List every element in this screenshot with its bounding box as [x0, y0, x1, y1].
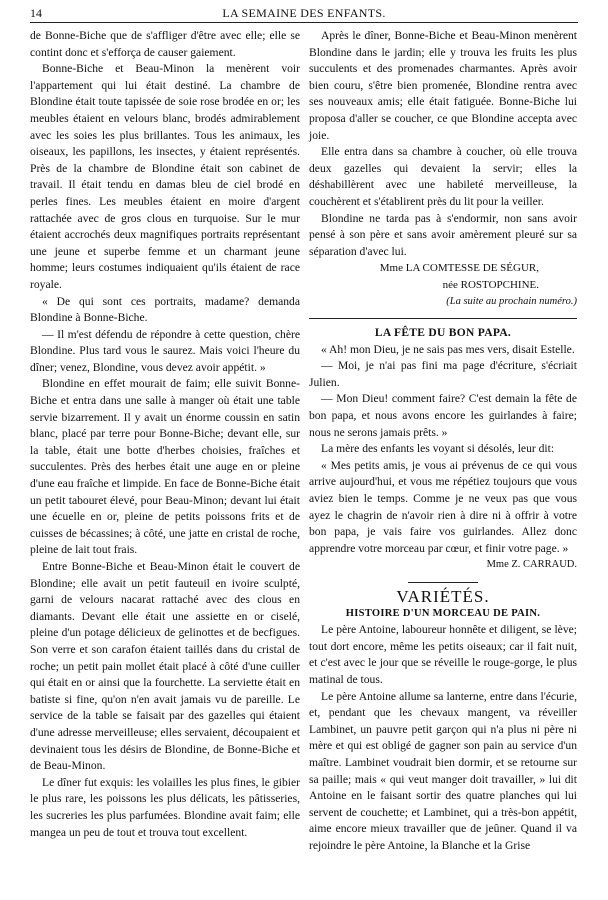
paragraph: Le dîner fut exquis: les volailles les plus fines, le gibier le plus rare, les poissons les plus délicats, les pâtisseries, les sucreries les plus parfumées. Blondine avait faim; elle mangea un peu de tout et trouva tout excellent.: [30, 775, 300, 839]
paragraph: Blondine ne tarda pas à s'endormir, non sans avoir pensé à son père et sans avoir amèrement pleuré sur sa séparation d'avec lui.: [309, 211, 577, 258]
paragraph: « De qui sont ces portraits, madame? demanda Blondine à Bonne-Biche.: [30, 294, 300, 325]
left-column: [30, 28, 300, 841]
paragraph: — Il m'est défendu de répondre à cette question, chère Blondine. Plus tard vous le saurez. Mais voici l'heure du dîner; venez, Blondine, vous devez avoir appétit. »: [30, 327, 300, 374]
paragraph: Après le dîner, Bonne-Biche et Beau-Minon menèrent Blondine dans le jardin; elle y trouva les fruits les plus succulents et des promenades charmantes. Après avoir bien couru, s'être bien promenée, Blondine rentra avec ses nouveaux amis; elle était fatiguée. Bonne-Biche lui proposa d'aller se coucher, ce que Blondine accepta avec joie.: [309, 29, 577, 142]
varietes-title: VARIÉTÉS.: [396, 587, 490, 606]
paragraph: de Bonne-Biche que de s'affliger d'être avec elle; elle se contint donc et s'efforça de causer gaiement.: [30, 29, 300, 59]
story-title: HISTOIRE D'UN MORCEAU DE PAIN.: [345, 607, 541, 619]
paragraph: — Moi, je n'ai pas fini ma page d'écriture, s'écriait Julien.: [309, 359, 577, 389]
right-column: [309, 28, 577, 855]
signature-maiden-name: née ROSTOPCHINE.: [442, 278, 539, 291]
continuation-note: (La suite au prochain numéro.): [446, 295, 577, 307]
short-divider: [408, 582, 478, 583]
paragraph: — Mon Dieu! comment faire? C'est demain la fête de bon papa, et nous avons encore les guirlandes à faire; nous ne serons jamais prêts. »: [309, 392, 577, 439]
signature-author: Mme LA COMTESSE DE SÉGUR,: [379, 262, 539, 275]
section-title: LA FÊTE DU BON PAPA.: [374, 327, 512, 340]
header-rule: [30, 22, 578, 23]
section-divider: [309, 318, 577, 319]
page-header: [30, 4, 578, 24]
paragraph: Elle entra dans sa chambre à coucher, où elle trouva deux gazelles qui devaient la servir; elles la déshabillèrent avec une habileté merveilleuse, la couchèrent et s'établirent près du lit pour la veiller.: [309, 145, 577, 208]
page-number: 14: [30, 6, 42, 20]
paragraph: Le père Antoine, laboureur honnête et diligent, se lève; tout dort encore, même les petits oiseaux; car il fait nuit, et c'est avec le jour que se réveille le rouge-gorge, le plus matinal de tous.: [309, 623, 577, 686]
paragraph: « Ah! mon Dieu, je ne sais pas mes vers, disait Estelle.: [321, 342, 575, 356]
paragraph: Le père Antoine allume sa lanterne, entre dans l'écurie, et, pendant que les chevaux mangent, va réveiller Lambinet, un pauvre petit garçon qui n'a plus ni père ni mère et qui est obligé de gagner son pain au service d'un maître. Lambinet voudrait bien dormir, et se retourne sur sa paille; mais « qui veut manger doit travailler, » lui dit Antoine en le faisant sortir des quatre planches qui lui servent de couchette; et Lambinet, qui a très-bon appétit, aime encore mieux travailler que de jeûner. Quand il va rejoindre le père Antoine, la Blanche et la Grise: [309, 689, 577, 852]
paragraph: Bonne-Biche et Beau-Minon la menèrent voir l'appartement qui lui était destiné. La chambre de Blondine était toute tapissée de soie rose brodée en or; les meubles étaient en velours blanc, brodés admirablement avec les soies les plus brillantes. Tous les animaux, les oiseaux, les papillons, les insectes, y étaient représentés. Près de la chambre de Blondine était son cabinet de travail. Il était tendu en damas bleu de ciel brodé en perles fines. Les meubles étaient en moire d'argent rattachée avec de gros clous en turquoise. Sur le mur étaient accrochés deux magnifiques portraits représentant une jeune et superbe femme et un charmant jeune homme; leurs costumes indiquaient qu'ils étaient de race royale.: [30, 62, 300, 291]
paragraph: Entre Bonne-Biche et Beau-Minon était le couvert de Blondine; elle avait un petit fauteuil en ivoire sculpté, garni de velours nacarat rattaché avec des clous en diamants. Devant elle était une assiette en or ciselé, pleine d'un potage délicieux de gelinottes et de becfigues. Son verre et son carafon étaient taillés dans du cristal de roche; un petit pain mollet était placé à côté d'une cuiller qui était en or ainsi que la fourchette. La serviette était en batiste si fine, qu'on n'en avait jamais vu de pareille. Le service de la table se faisait par des gazelles qui étaient d'une adresse merveilleuse; elles servaient, découpaient et devinaient tous les désirs de Blondine, de Bonne-Biche et de Beau-Minon.: [30, 560, 300, 773]
paragraph: Blondine en effet mourait de faim; elle suivit Bonne-Biche et entra dans une salle à manger où était une table servie bizarrement. Il y avait un énorme coussin en satin blanc, placé par terre pour Bonne-Biche; devant elle, sur la table, était une botte d'herbes choisies, fraîches et succulentes. Près des herbes était une auge en or pleine d'une eau fraîche et limpide. En face de Bonne-Biche était un petit tabouret élevé, pour Beau-Minon; devant lui était une écuelle en or, pleine de petits poissons frits et de cuisses de bécassines; à côté, une jatte en cristal de roche, pleine de lait tout frais.: [30, 377, 300, 557]
story-author: Mme Z. CARRAUD.: [486, 559, 577, 571]
paragraph: La mère des enfants les voyant si désolés, leur dit:: [321, 442, 555, 456]
paragraph: « Mes petits amis, je vous ai prévenus de ce qui vous arrive aujourd'hui, et vous me répétiez toujours que vous aviez bien le temps. Comme je ne veux pas que vous ayez le chagrin de n'avoir rien à dire ni à offrir à votre bon papa, je vais faire vos guirlandes. Allez donc apprendre votre morceau par cœur, et finir votre page. »: [309, 458, 577, 555]
running-title: LA SEMAINE DES ENFANTS.: [222, 6, 386, 20]
